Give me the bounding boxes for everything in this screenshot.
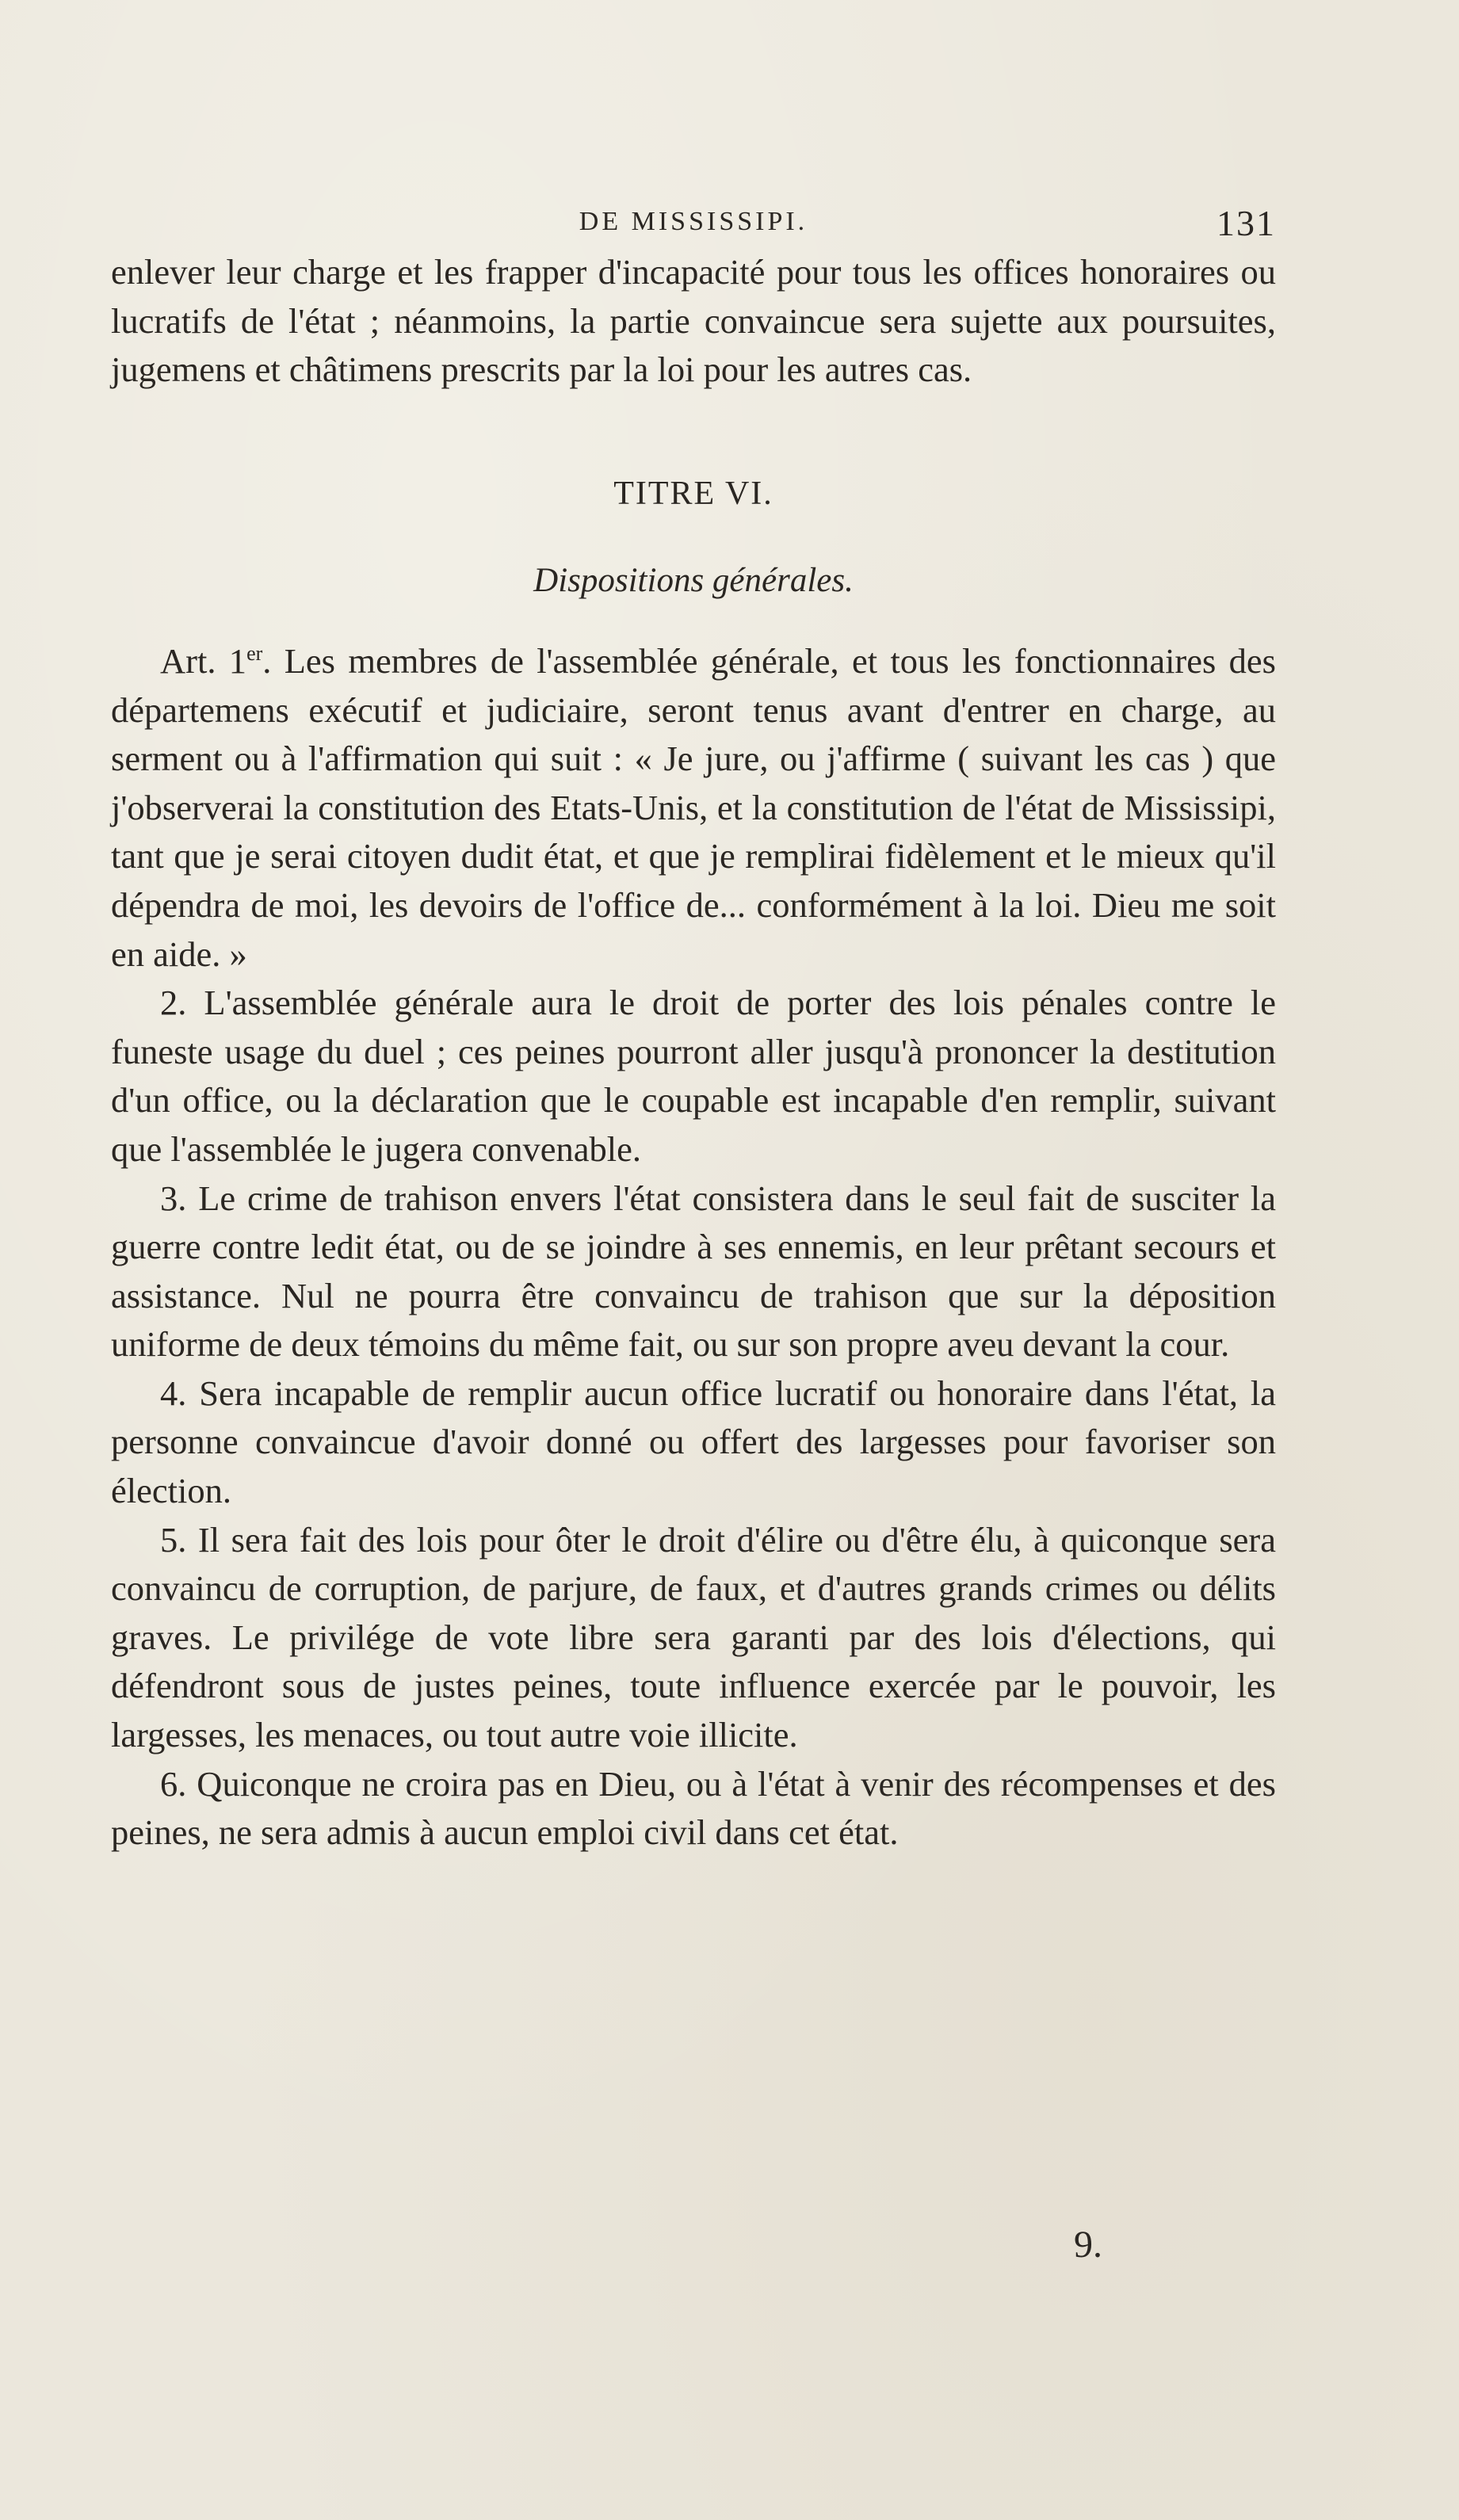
- article-6: 6. Quiconque ne croira pas en Dieu, ou à l'état à venir des récompenses et des peines, ne sera admis à aucun emploi civil dans cet état.: [111, 1763, 1276, 1853]
- page-number: 131: [1216, 203, 1276, 243]
- section-title: Dispositions générales.: [533, 562, 854, 600]
- running-head: [111, 202, 1276, 250]
- signature-mark: 9.: [1074, 2224, 1102, 2266]
- article-4: 4. Sera incapable de remplir aucun office lucratif ou honoraire dans l'état, la personne convaincue d'avoir donné ou offert des largesses pour favoriser son élection.: [111, 1373, 1276, 1511]
- titre-heading: TITRE VI.: [613, 475, 773, 512]
- article-3: 3. Le crime de trahison envers l'état consistera dans le seul fait de susciter la guerre contre ledit état, ou de se joindre à ses ennemis, en leur prêtant secours et assistance. Nul ne pourra être convaincu de trahison que sur la déposition uniforme de deux témoins du même fait, ou sur son propre aveu devant la cour.: [111, 1178, 1276, 1365]
- continuation-paragraph: enlever leur charge et les frapper d'incapacité pour tous les offices honoraires ou lucratifs de l'état ; néanmoins, la partie convaincue sera sujette aux poursuites, jugemens et châtimens prescrits par la loi pour les autres cas.: [111, 252, 1276, 390]
- article-1-superscript: er: [246, 641, 263, 665]
- article-1-text: . Les membres de l'assemblée générale, et tous les fonctionnaires des départemens exécutif et judiciaire, seront tenus avant d'entrer en charge, au serment ou à l'affirmation qui suit : « Je jure, ou j'affirme ( suivant les cas ) que j'observerai la constitution des Etats-Unis, et la constitution de l'état de Mississipi, tant que je serai citoyen dudit état, et que je remplirai fidèlement et le mieux qu'il dépendra de moi, les devoirs de l'office de... conformément à la loi. Dieu me soit en aide. »: [111, 640, 1276, 974]
- article-1: [111, 637, 1276, 979]
- article-5: 5. Il sera fait des lois pour ôter le droit d'élire ou d'être élu, à quiconque sera convaincu de corruption, de parjure, de faux, et d'autres grands crimes ou délits graves. Le privilége de vote libre sera garanti par des lois d'élections, qui défendront sous de justes peines, toute influence exercée par le pouvoir, les largesses, les menaces, ou tout autre voie illicite.: [111, 1519, 1276, 1755]
- article-2: 2. L'assemblée générale aura le droit de porter des lois pénales contre le funeste usage du duel ; ces peines pourront aller jusqu'à prononcer la destitution d'un office, ou la déclaration que le coupable est incapable d'en remplir, suivant que l'assemblée le jugera convenable.: [111, 983, 1276, 1169]
- article-1-label: Art. 1: [160, 640, 247, 681]
- body-text: [111, 248, 1276, 1858]
- running-title: DE MISSISSIPI.: [579, 207, 808, 236]
